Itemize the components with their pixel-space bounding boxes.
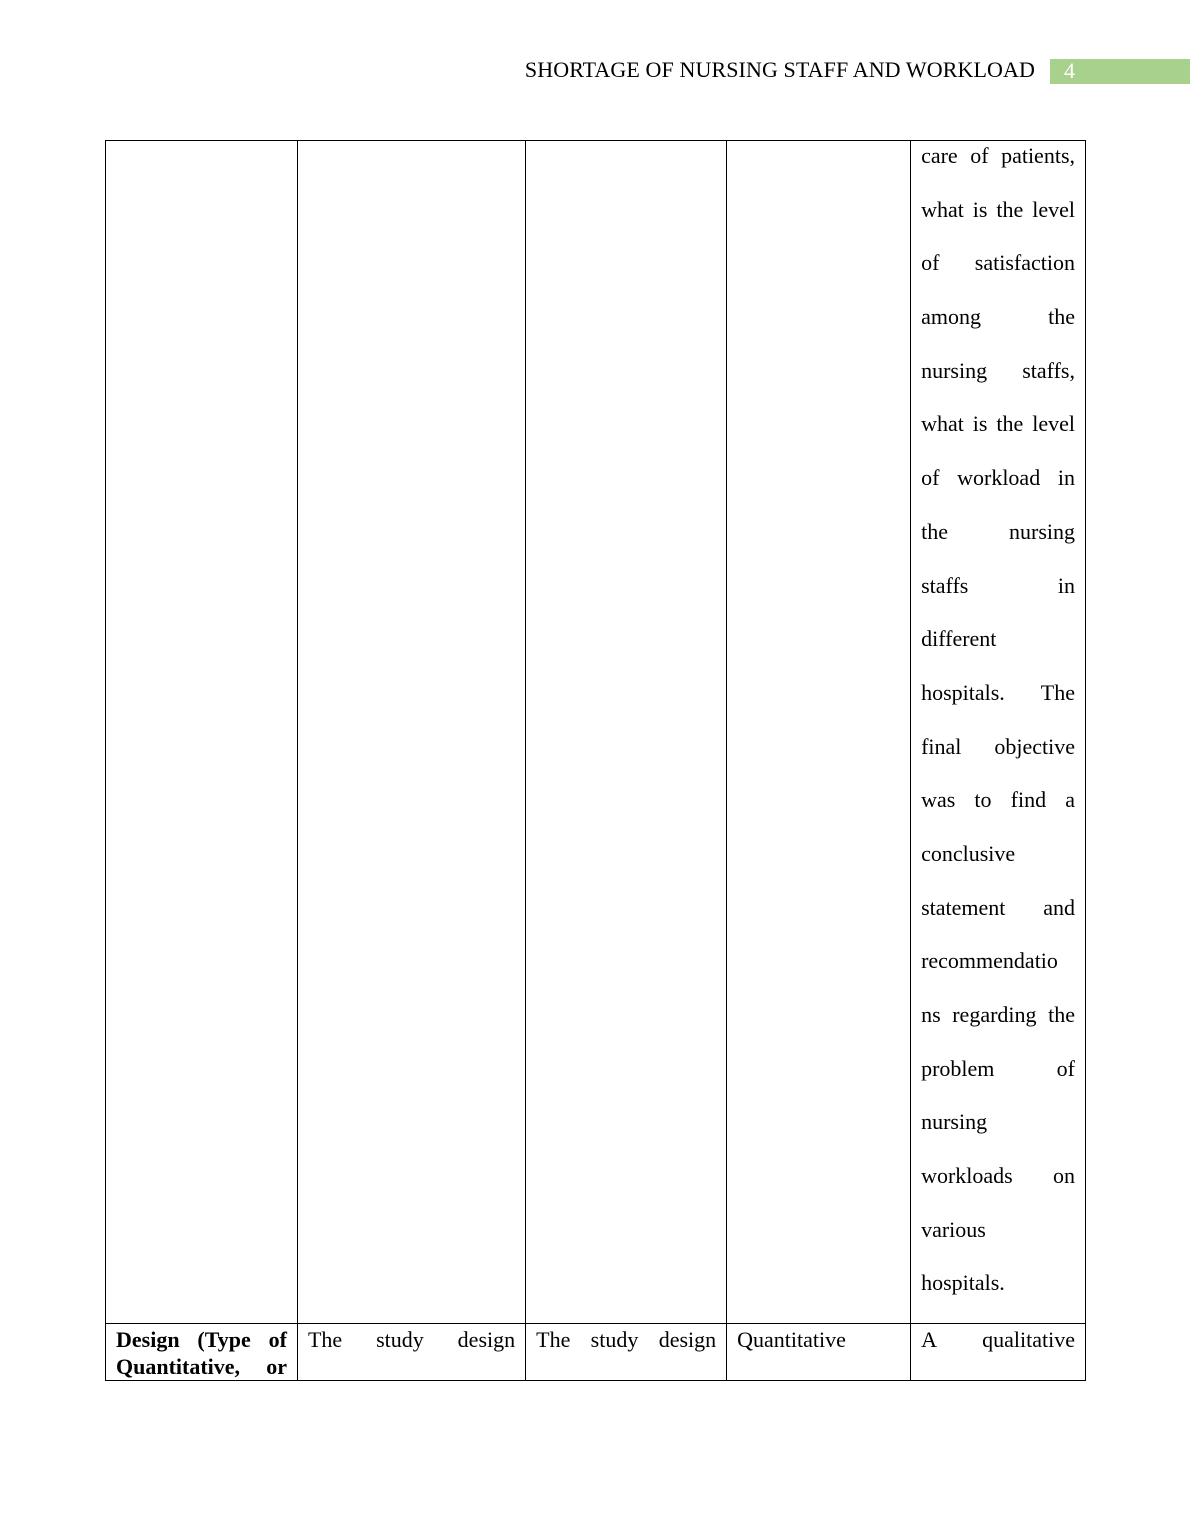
design-label-cell — [106, 1324, 298, 1381]
table-cell-empty-4 — [727, 141, 911, 1324]
objective-text-line: staffs in — [921, 572, 1075, 598]
objective-text-line: the nursing — [921, 518, 1075, 544]
design-label-line-1: Design (Type of — [116, 1327, 287, 1353]
design-text-study-1: The study design — [307, 1327, 516, 1353]
table-cell-empty-3 — [526, 141, 727, 1324]
table-row-continued — [106, 141, 1086, 1324]
table-cell-objective-continued — [911, 141, 1086, 1324]
objective-text-line: various — [921, 1216, 986, 1242]
design-text-study-2: The study design — [536, 1327, 717, 1353]
objective-text-line: final objective — [921, 733, 1075, 759]
table-row-design — [106, 1324, 1086, 1381]
objective-text-line: was to find a — [921, 787, 1075, 813]
objective-text-line: recommendatio — [921, 948, 1058, 974]
objective-text-line: among the — [921, 304, 1075, 330]
table-cell-empty-1 — [106, 141, 298, 1324]
objective-text-line: nursing staffs, — [921, 357, 1075, 383]
objective-text-line: hospitals. — [921, 1270, 1005, 1296]
objective-text-line: different — [921, 626, 997, 652]
page-header — [0, 56, 1190, 86]
design-cell-study-4 — [911, 1324, 1086, 1381]
objective-text-line: conclusive — [921, 840, 1016, 866]
design-text-study-4: A qualitative — [921, 1327, 1075, 1353]
page-number-box — [1050, 59, 1190, 84]
objective-text-lines — [911, 141, 1085, 1323]
table-cell-empty-2 — [297, 141, 525, 1324]
design-text-study-3: Quantitative — [737, 1327, 846, 1353]
objective-text-line: of workload in — [921, 465, 1075, 491]
objective-text-line: statement and — [921, 894, 1075, 920]
objective-text-line: care of patients, — [921, 143, 1075, 168]
design-label-line-2: Quantitative, or — [116, 1354, 287, 1380]
running-head-title: SHORTAGE OF NURSING STAFF AND WORKLOAD — [524, 57, 1035, 82]
literature-review-table — [105, 140, 1086, 1381]
page-number: 4 — [1064, 58, 1075, 83]
objective-text-line: hospitals. The — [921, 679, 1075, 705]
design-cell-study-3 — [727, 1324, 911, 1381]
objective-text-line: nursing — [921, 1109, 988, 1135]
objective-text-line: what is the level — [921, 411, 1075, 437]
objective-text-line: of satisfaction — [921, 250, 1075, 276]
objective-text-line: workloads on — [921, 1163, 1075, 1189]
design-cell-study-1 — [297, 1324, 525, 1381]
objective-text-line: what is the level — [921, 196, 1075, 222]
objective-text-line: ns regarding the — [921, 1002, 1075, 1027]
design-cell-study-2 — [526, 1324, 727, 1381]
objective-text-line: problem of — [921, 1055, 1075, 1081]
